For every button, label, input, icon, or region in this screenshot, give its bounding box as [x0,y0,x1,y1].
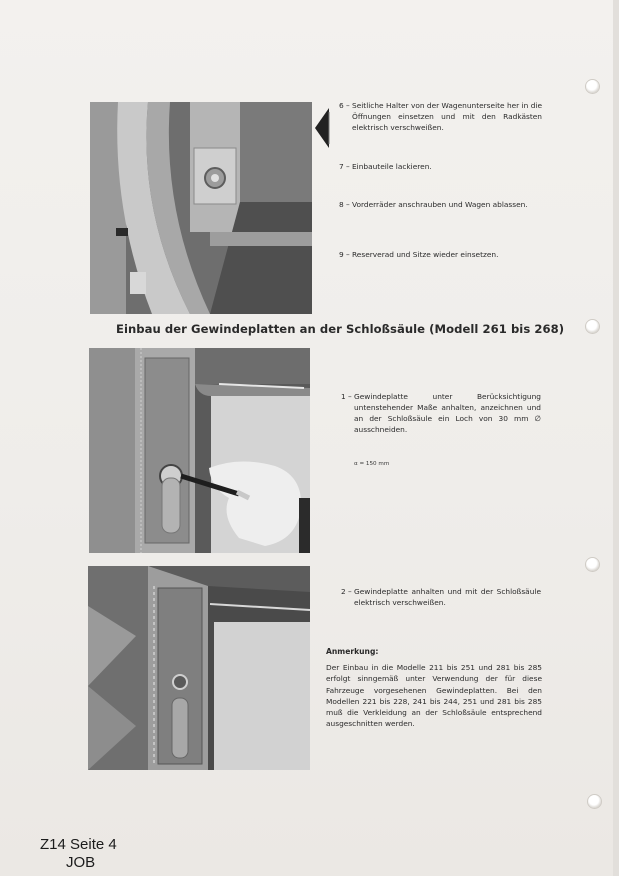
instruction-item-8: 8 – Vorderräder anschrauben und Wagen ablassen. [339,200,528,209]
instruction-item-7: 7 – Einbauteile lackieren. [339,162,432,171]
page-edge [613,0,619,876]
instruction-item-2: 2 – Gewindeplatte anhalten und mit der Schloßsäule elektrisch verschweißen. [341,587,541,607]
instruction-item-1: 1 – Gewindeplatte unter Berücksichtigung untenstehender Maße anhalten, anzeichnen und an der Schloßsäule ein Loch von 30 mm ∅ ausschneiden. [341,392,541,434]
photo-welded-thread-plate [88,566,310,770]
instruction-item-6: 6 – Seitliche Halter von der Wagenunterseite her in die Öffnungen einsetzen und mit den Radkästen elektrisch verschweißen. [339,101,542,132]
note-title: Anmerkung: [326,647,379,656]
handwritten-line-1: Z14 Seite 4 [40,836,117,853]
left-pointer-arrow-icon [314,108,330,148]
note-body: Der Einbau in die Modelle 211 bis 251 und 281 bis 285 erfolgt sinngemäß unter Verwendung der für diese Fahrzeuge vorgesehenen Gewindeplatten. Bei den Modellen 221 bis 228, 241 bis 244, 251 und 281 bis 285 muß die Verkleidung an der Schloßsäule entsprechend ausgeschnitten werden. [326,663,542,729]
punch-hole-icon [586,320,599,333]
instruction-item-9: 9 – Reserverad und Sitze wieder einsetzen. [339,250,499,259]
photo-wheelhouse-bracket [90,102,312,314]
handwritten-page-label [40,836,117,872]
photo-marking-lock-pillar [89,348,310,553]
section-heading: Einbau der Gewindeplatten an der Schloßsäule (Modell 261 bis 268) [116,322,565,336]
punch-hole-icon [586,80,599,93]
punch-hole-icon [588,795,601,808]
dimension-formula: α = 150 mm [354,461,390,467]
handwritten-line-2: JOB [66,854,96,871]
punch-hole-icon [586,558,599,571]
